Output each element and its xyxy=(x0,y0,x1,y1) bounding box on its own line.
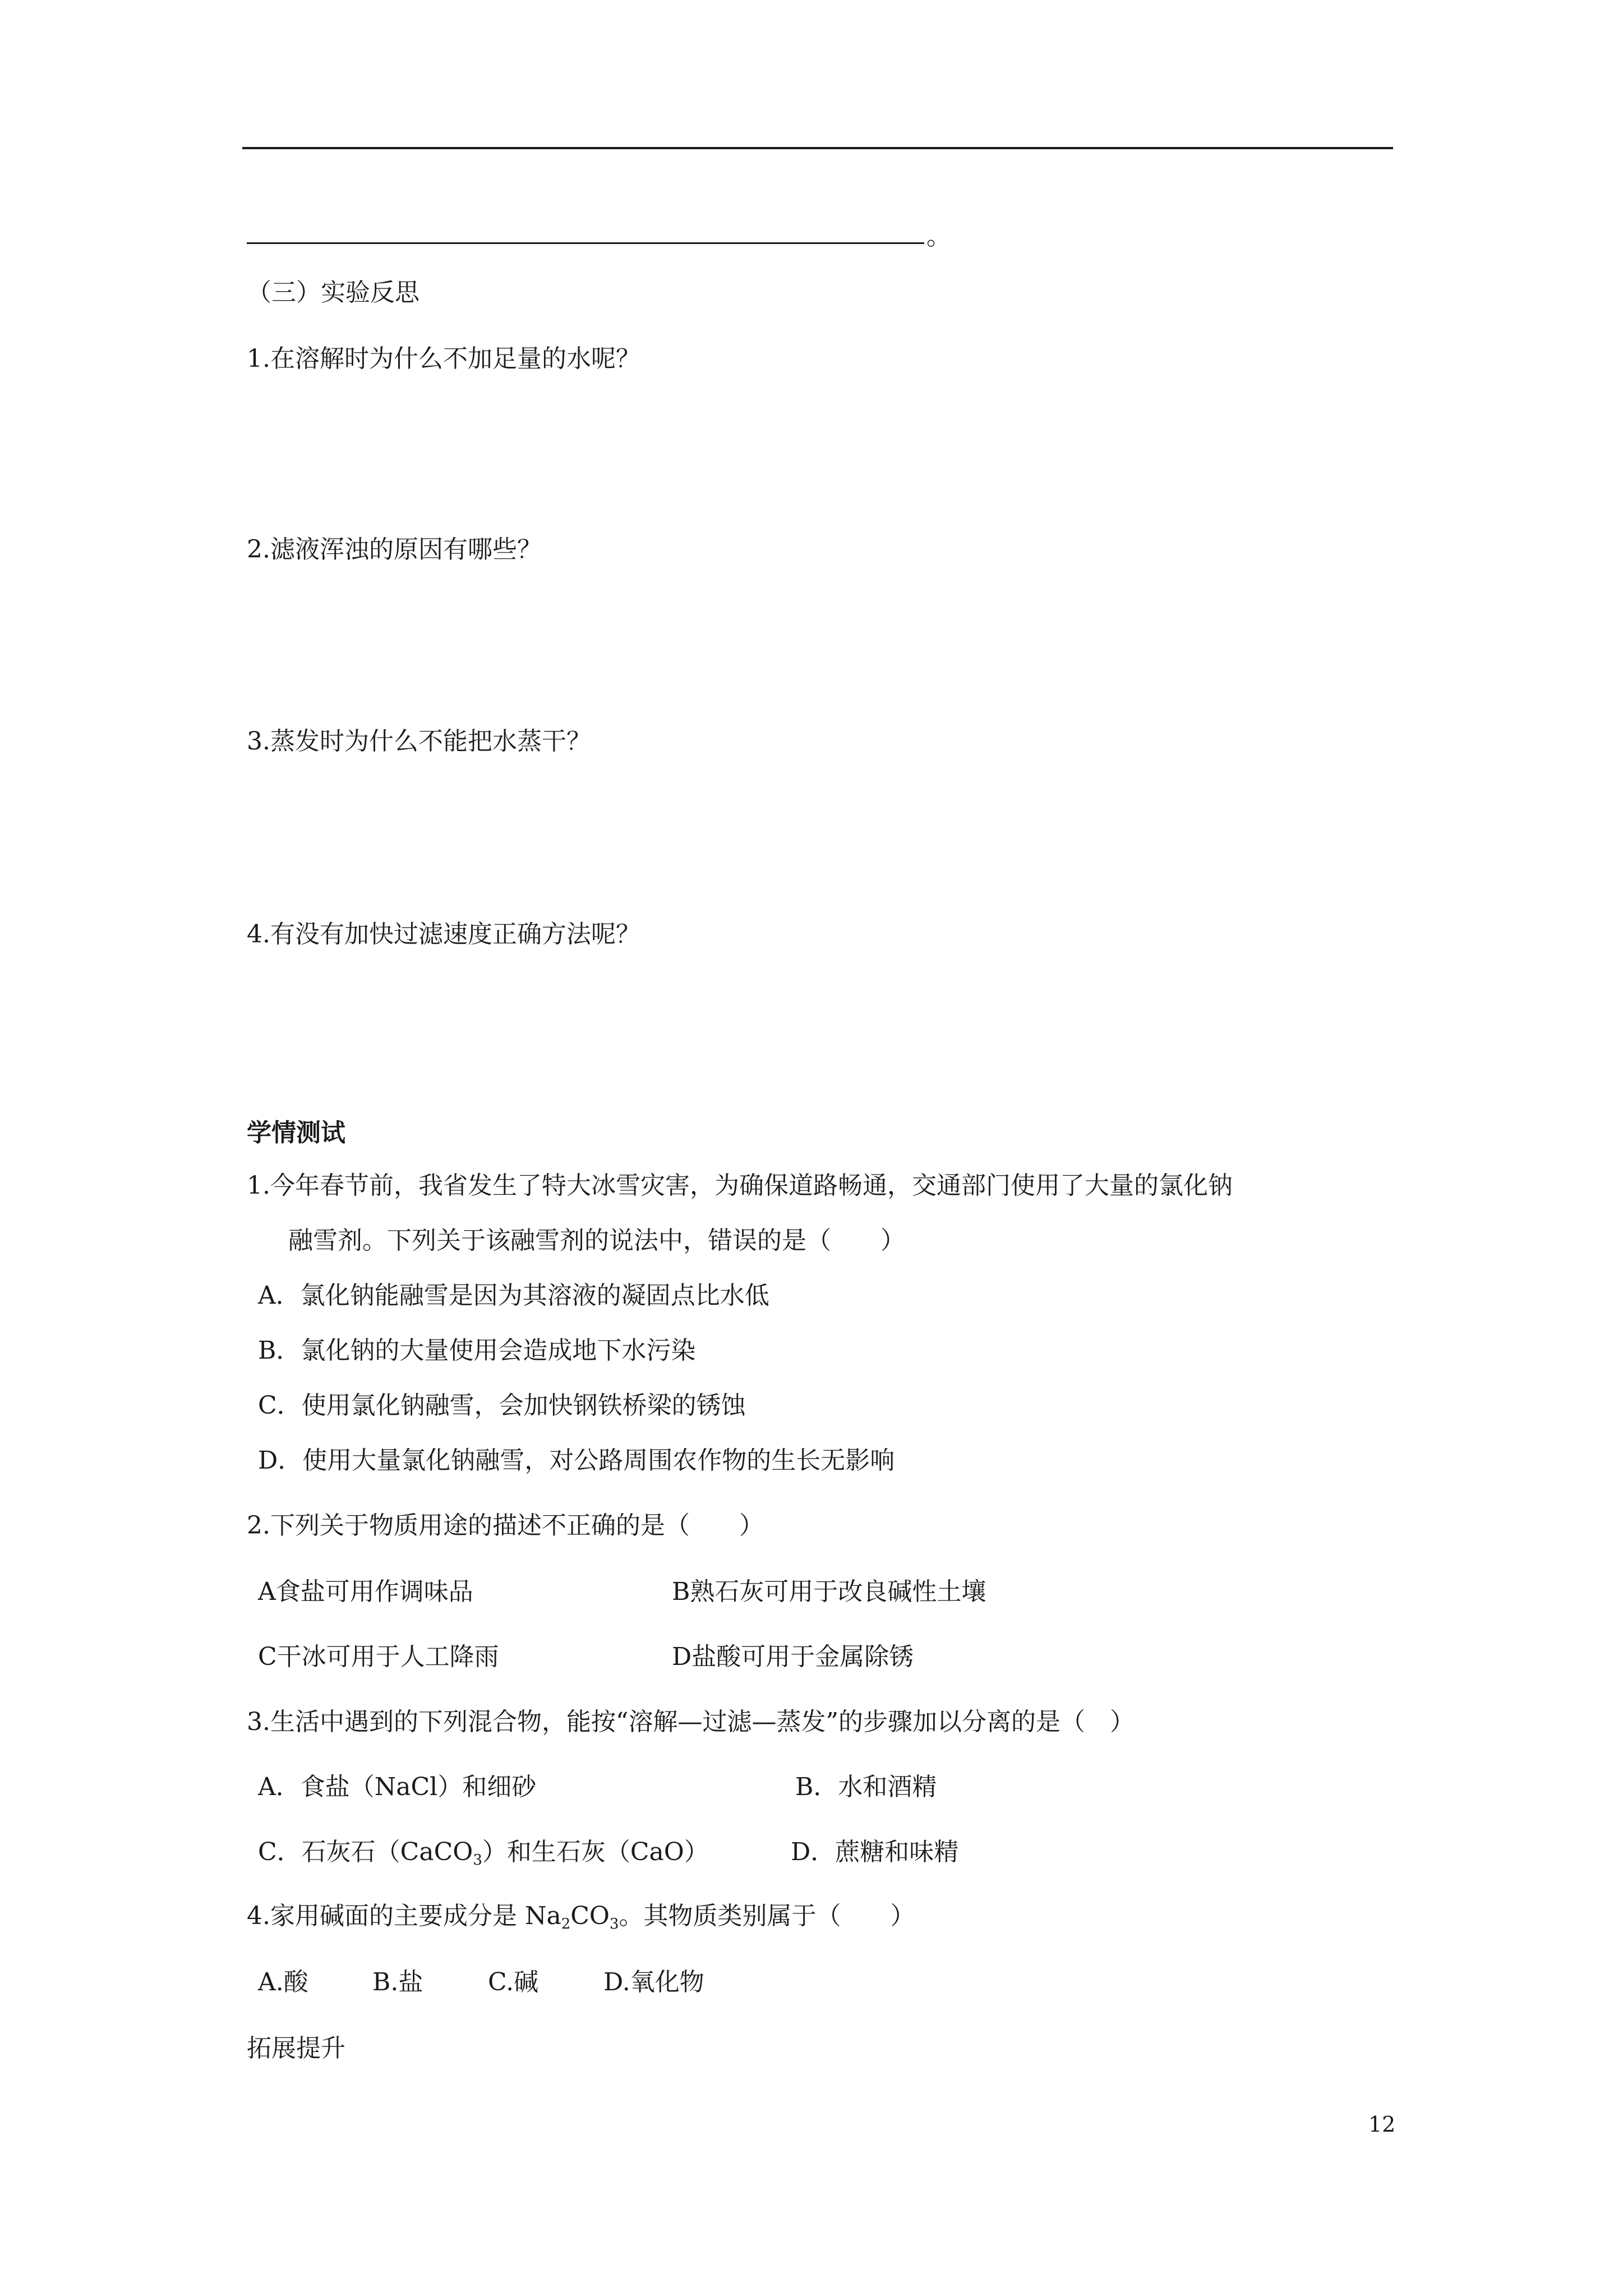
blank-end-mark: 。 xyxy=(926,222,951,251)
q4-subscript-2: 3 xyxy=(610,1916,619,1932)
test-q2-option-a: A食盐可用作调味品 xyxy=(258,1577,473,1606)
reflection-question-2: 2.滤液浑浊的原因有哪些？ xyxy=(247,535,542,564)
test-q3-option-c xyxy=(258,1835,709,1869)
reflection-question-1: 1.在溶解时为什么不加足量的水呢？ xyxy=(247,344,640,373)
test-q4-option-d: D.氧化物 xyxy=(603,1968,704,1996)
test-q3-option-b: B．水和酒精 xyxy=(795,1773,937,1801)
q3c-text-post: ）和生石灰（CaO） xyxy=(482,1838,709,1866)
answer-line xyxy=(242,147,1393,149)
q4-text-post: 。其物质类别属于（ ） xyxy=(619,1902,915,1930)
test-q2-option-c: C干冰可用于人工降雨 xyxy=(258,1642,499,1671)
test-q4-option-b: B.盐 xyxy=(372,1968,423,1996)
extension-heading: 拓展提升 xyxy=(247,2034,345,2063)
test-q1-option-d: D．使用大量氯化钠融雪，对公路周围农作物的生长无影响 xyxy=(258,1446,895,1475)
q4-text-pre: 4.家用碱面的主要成分是 Na xyxy=(247,1902,561,1930)
page-number: 12 xyxy=(1368,2112,1396,2137)
q3c-subscript: 3 xyxy=(473,1852,482,1869)
test-q3-option-a: A．食盐（NaCl）和细砂 xyxy=(258,1773,537,1801)
test-q2-option-d: D盐酸可用于金属除锈 xyxy=(672,1642,914,1671)
test-q1-option-a: A．氯化钠能融雪是因为其溶液的凝固点比水低 xyxy=(258,1281,769,1310)
test-q3: 3.生活中遇到的下列混合物，能按“溶解—过滤—蒸发”的步骤加以分离的是（ ） xyxy=(247,1708,1135,1736)
answer-blank-line xyxy=(247,242,924,244)
test-q2-option-b: B熟石灰可用于改良碱性土壤 xyxy=(672,1577,986,1606)
test-q4-option-c: C.碱 xyxy=(488,1968,539,1996)
q4-subscript-1: 2 xyxy=(561,1916,571,1932)
test-q4 xyxy=(247,1899,915,1933)
q3c-text-pre: C．石灰石（CaCO xyxy=(258,1838,473,1866)
test-q4-option-a: A.酸 xyxy=(258,1968,308,1996)
reflection-heading: （三）实验反思 xyxy=(247,278,419,307)
reflection-question-4: 4.有没有加快过滤速度正确方法呢？ xyxy=(247,920,640,949)
test-q3-option-d: D．蔗糖和味精 xyxy=(791,1838,959,1866)
test-q1-option-b: B．氯化钠的大量使用会造成地下水污染 xyxy=(258,1336,696,1365)
test-q1-line2: 融雪剂。下列关于该融雪剂的说法中，错误的是（ ） xyxy=(288,1226,905,1255)
test-q1-option-c: C．使用氯化钠融雪，会加快钢铁桥梁的锈蚀 xyxy=(258,1391,746,1420)
test-q1-line1: 1.今年春节前，我省发生了特大冰雪灾害，为确保道路畅通，交通部门使用了大量的氯化钠 xyxy=(247,1171,1233,1200)
test-heading: 学情测试 xyxy=(247,1119,345,1147)
reflection-question-3: 3.蒸发时为什么不能把水蒸干？ xyxy=(247,727,591,756)
q4-text-mid: CO xyxy=(570,1902,610,1930)
test-q2: 2.下列关于物质用途的描述不正确的是（ ） xyxy=(247,1511,764,1540)
